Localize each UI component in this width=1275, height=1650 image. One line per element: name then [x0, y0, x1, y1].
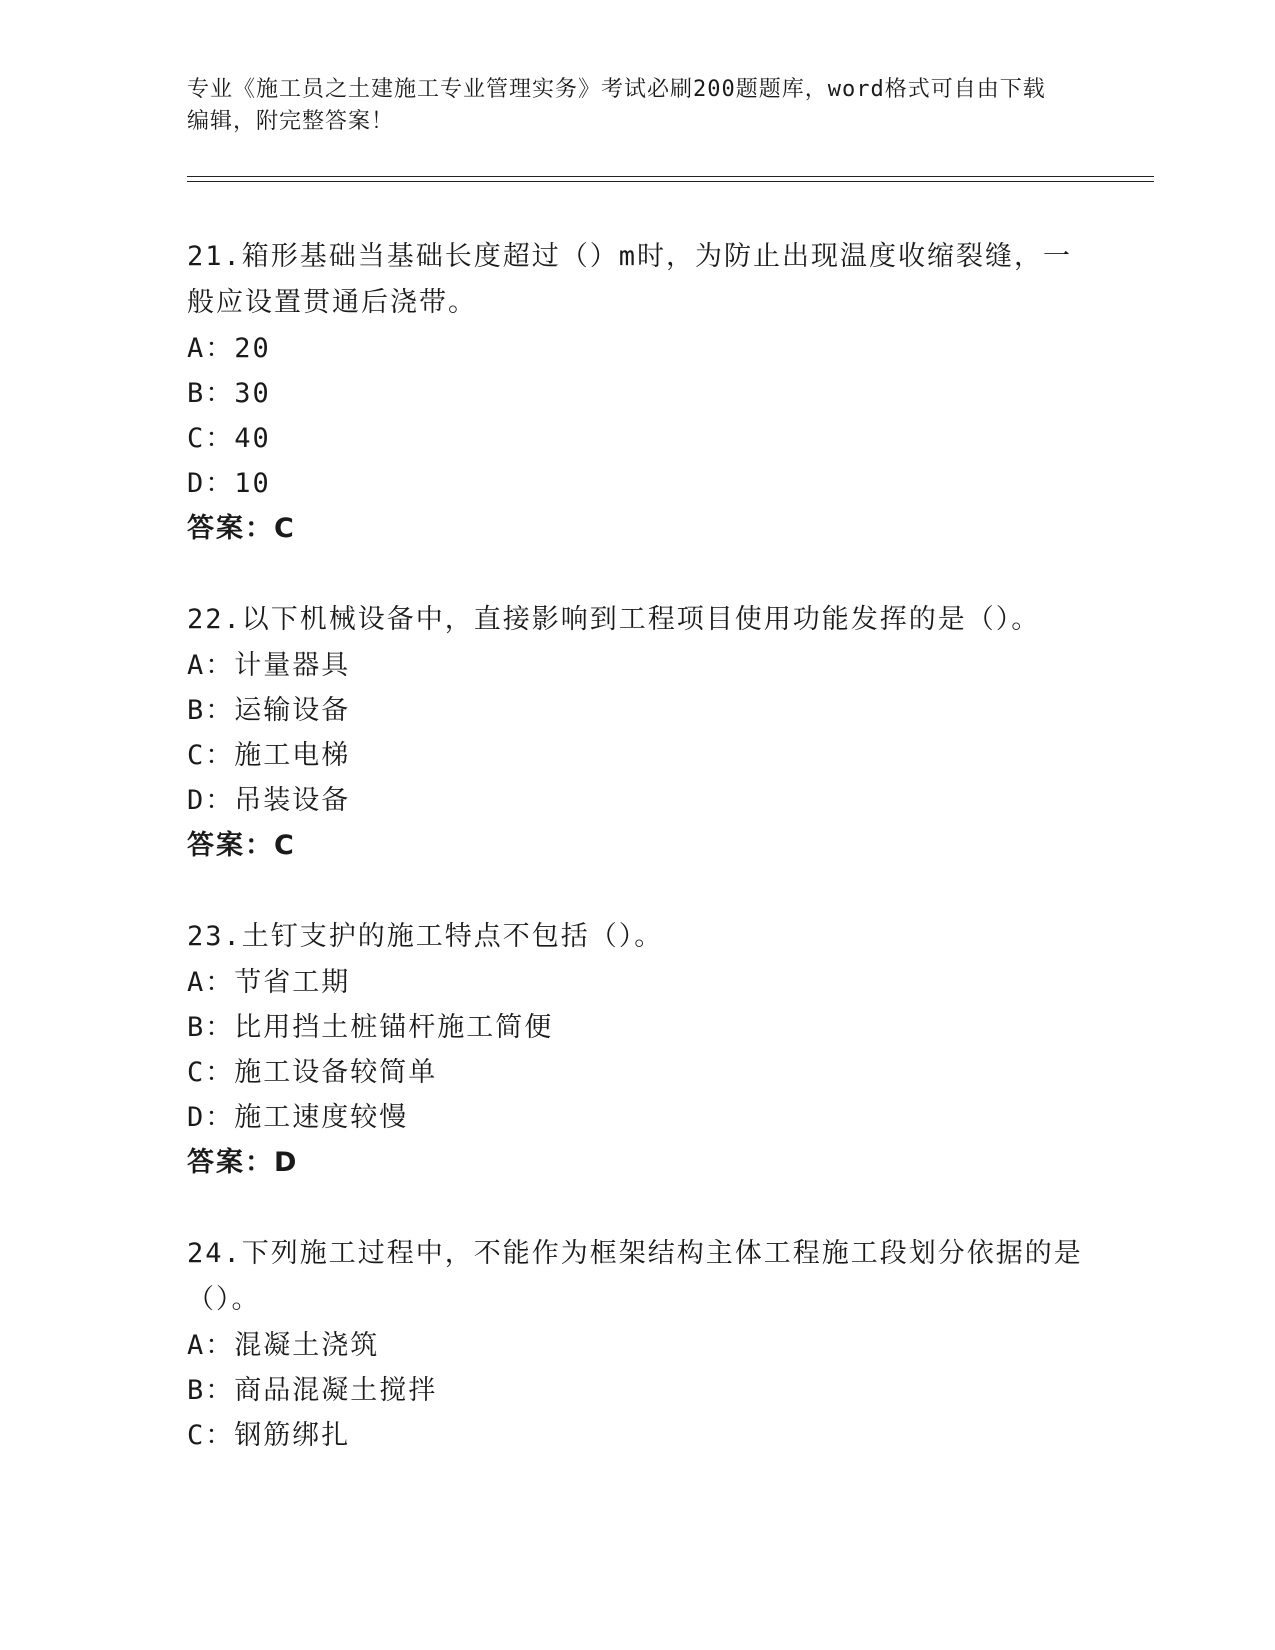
question-item [187, 597, 1087, 869]
answer-line: 答案：C [187, 513, 296, 544]
option-list [187, 326, 1087, 506]
option-list [187, 643, 1087, 823]
question-stem: 24.下列施工过程中，不能作为框架结构主体工程施工段划分依据的是（）。 [187, 1238, 1083, 1315]
option-a: A：节省工期 [187, 967, 351, 998]
option-list [187, 1323, 1087, 1458]
document-header: 专业《施工员之土建施工专业管理实务》考试必刷200题题库，word格式可自由下载编辑，附完整答案！ [187, 77, 1046, 134]
question-item [187, 914, 1087, 1186]
option-c: C：钢筋绑扎 [187, 1420, 351, 1451]
option-c: C：施工电梯 [187, 740, 351, 771]
question-stem: 21.箱形基础当基础长度超过（）m时，为防止出现温度收缩裂缝，一般应设置贯通后浇带。 [187, 241, 1073, 318]
option-a: A：计量器具 [187, 650, 351, 681]
option-c: C：40 [187, 423, 271, 454]
option-b: B：商品混凝土搅拌 [187, 1375, 438, 1406]
question-stem: 23.土钉支护的施工特点不包括（）。 [187, 921, 664, 952]
question-list [187, 234, 1087, 1503]
option-a: A：20 [187, 333, 271, 364]
option-b: B：运输设备 [187, 695, 351, 726]
question-item [187, 1231, 1087, 1458]
question-item [187, 234, 1087, 552]
option-d: D：施工速度较慢 [187, 1102, 409, 1133]
answer-line: 答案：D [187, 1147, 299, 1178]
question-stem: 22.以下机械设备中，直接影响到工程项目使用功能发挥的是（）。 [187, 604, 1041, 635]
option-a: A：混凝土浇筑 [187, 1330, 380, 1361]
option-d: D：吊装设备 [187, 785, 351, 816]
header-divider [187, 176, 1154, 177]
option-b: B：30 [187, 378, 271, 409]
option-b: B：比用挡土桩锚杆施工简便 [187, 1012, 554, 1043]
option-d: D：10 [187, 468, 271, 499]
header-divider [187, 181, 1154, 182]
option-c: C：施工设备较简单 [187, 1057, 438, 1088]
option-list [187, 960, 1087, 1140]
answer-line: 答案：C [187, 830, 296, 861]
